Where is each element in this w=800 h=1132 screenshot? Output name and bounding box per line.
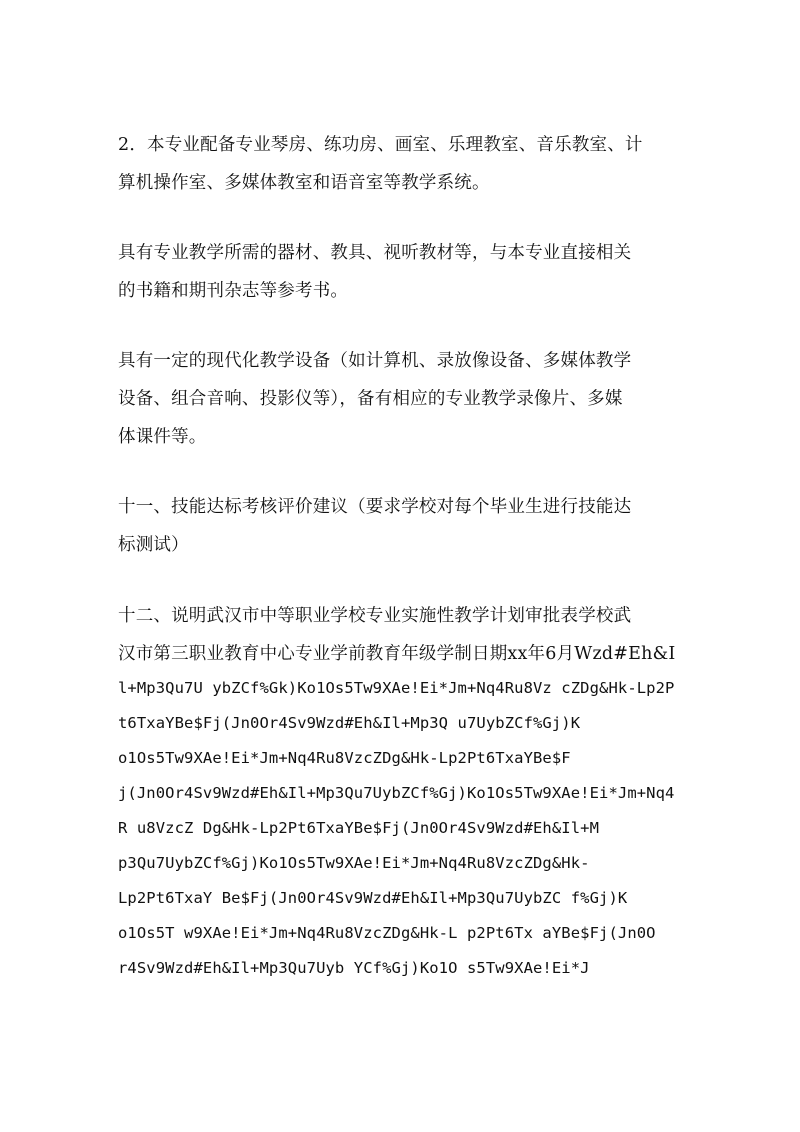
text-line: 具有专业教学所需的器材、教具、视听教材等，与本专业直接相关 [118, 243, 632, 263]
text-line: 设备、组合音响、投影仪等），备有相应的专业教学录像片、多媒 [118, 389, 623, 409]
text-line: 汉市第三职业教育中心专业学前教育年级学制日期xx年6月Wzd#Eh&I [118, 644, 676, 664]
text-line: Lp2Pt6TxaY Be$Fj(Jn0Or4Sv9Wzd#Eh&Il+Mp3Qu7UybZC f%Gj)K [118, 889, 628, 907]
paragraph-section-twelve [118, 608, 698, 979]
text-line: R u8VzcZ Dg&Hk-Lp2Pt6TxaYBe$Fj(Jn0Or4Sv9Wzd#Eh&Il+M [118, 819, 600, 837]
text-line: j(Jn0Or4Sv9Wzd#Eh&Il+Mp3Qu7UybZCf%Gj)Ko1Os5Tw9XAe!Ei*Jm+Nq4 [118, 784, 675, 802]
paragraph-teaching-materials [118, 245, 698, 301]
text-line: 具有一定的现代化教学设备（如计算机、录放像设备、多媒体教学 [118, 351, 632, 371]
paragraph-facilities-rooms [118, 137, 698, 193]
text-line: 十二、说明武汉市中等职业学校专业实施性教学计划审批表学校武 [118, 606, 632, 626]
text-line: 算机操作室、多媒体教室和语音室等教学系统。 [118, 173, 490, 193]
text-line: p3Qu7UybZCf%Gj)Ko1Os5Tw9XAe!Ei*Jm+Nq4Ru8VzcZDg&Hk- [118, 854, 590, 872]
text-line: 十一、技能达标考核评价建议（要求学校对每个毕业生进行技能达 [118, 497, 632, 517]
paragraph-section-eleven [118, 499, 698, 555]
text-line: 体课件等。 [118, 427, 207, 447]
text-line: o1Os5T w9XAe!Ei*Jm+Nq4Ru8VzcZDg&Hk-L p2Pt6Tx aYBe$Fj(Jn0O [118, 924, 656, 942]
paragraph-modern-equipment [118, 353, 698, 447]
text-line: r4Sv9Wzd#Eh&Il+Mp3Qu7Uyb YCf%Gj)Ko1O s5Tw9XAe!Ei*J [118, 959, 590, 977]
text-line: t6TxaYBe$Fj(Jn0Or4Sv9Wzd#Eh&Il+Mp3Q u7UybZCf%Gj)K [118, 714, 581, 732]
text-line: l+Mp3Qu7U ybZCf%Gk)Ko1Os5Tw9XAe!Ei*Jm+Nq4Ru8Vz cZDg&Hk-Lp2P [118, 679, 675, 697]
text-line: 的书籍和期刊杂志等参考书。 [118, 281, 349, 301]
text-line: 2．本专业配备专业琴房、练功房、画室、乐理教室、音乐教室、计 [118, 135, 643, 155]
text-line: o1Os5Tw9XAe!Ei*Jm+Nq4Ru8VzcZDg&Hk-Lp2Pt6TxaYBe$F [118, 749, 571, 767]
text-line: 标测试） [118, 535, 189, 555]
